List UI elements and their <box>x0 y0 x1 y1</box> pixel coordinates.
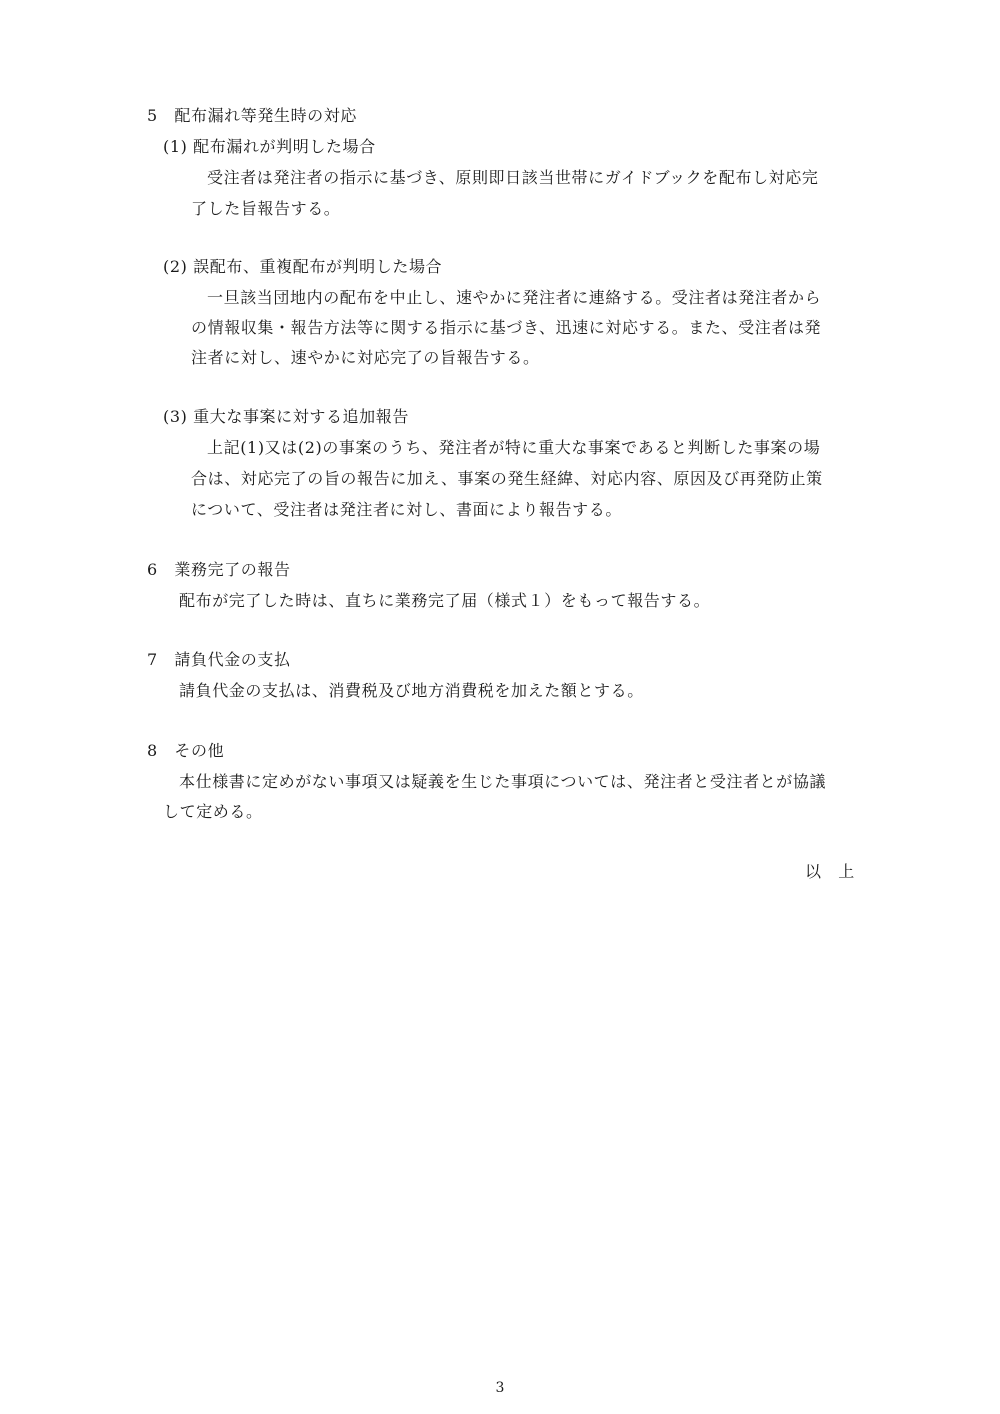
subsection-2-heading: (2) 誤配布、重複配布が判明した場合 <box>163 257 443 276</box>
subsection-1-heading: (1) 配布漏れが判明した場合 <box>163 137 376 156</box>
subsection-2-body-line: 注者に対し、速やかに対応完了の旨報告する。 <box>191 348 540 367</box>
section-5-heading: 5 配布漏れ等発生時の対応 <box>147 106 357 125</box>
closing-mark: 以 上 <box>805 862 855 881</box>
subsection-2-body-line: の情報収集・報告方法等に関する指示に基づき、迅速に対応する。また、受注者は発 <box>191 318 822 337</box>
section-7-body-line: 請負代金の支払は、消費税及び地方消費税を加えた額とする。 <box>179 681 644 700</box>
page-number: 3 <box>495 1380 505 1396</box>
section-8-body-line: して定める。 <box>163 802 263 821</box>
subsection-2-body-line: 一旦該当団地内の配布を中止し、速やかに発注者に連絡する。受注者は発注者から <box>207 288 822 307</box>
subsection-1-body-line: 了した旨報告する。 <box>191 199 341 218</box>
section-6-heading: 6 業務完了の報告 <box>147 560 291 579</box>
subsection-1-body-line: 受注者は発注者の指示に基づき、原則即日該当世帯にガイドブックを配布し対応完 <box>207 168 819 187</box>
subsection-3-heading: (3) 重大な事案に対する追加報告 <box>163 407 409 426</box>
subsection-3-body-line: 合は、対応完了の旨の報告に加え、事案の発生経緯、対応内容、原因及び再発防止策 <box>191 469 823 488</box>
section-8-body-line: 本仕様書に定めがない事項又は疑義を生じた事項については、発注者と受注者とが協議 <box>179 772 827 791</box>
section-7-heading: 7 請負代金の支払 <box>147 650 291 669</box>
subsection-3-body-line: 上記(1)又は(2)の事案のうち、発注者が特に重大な事案であると判断した事案の場 <box>207 438 821 457</box>
subsection-3-body-line: について、受注者は発注者に対し、書面により報告する。 <box>191 500 622 519</box>
section-8-heading: 8 その他 <box>147 741 225 760</box>
section-6-body-line: 配布が完了した時は、直ちに業務完了届（様式１）をもって報告する。 <box>179 591 711 610</box>
